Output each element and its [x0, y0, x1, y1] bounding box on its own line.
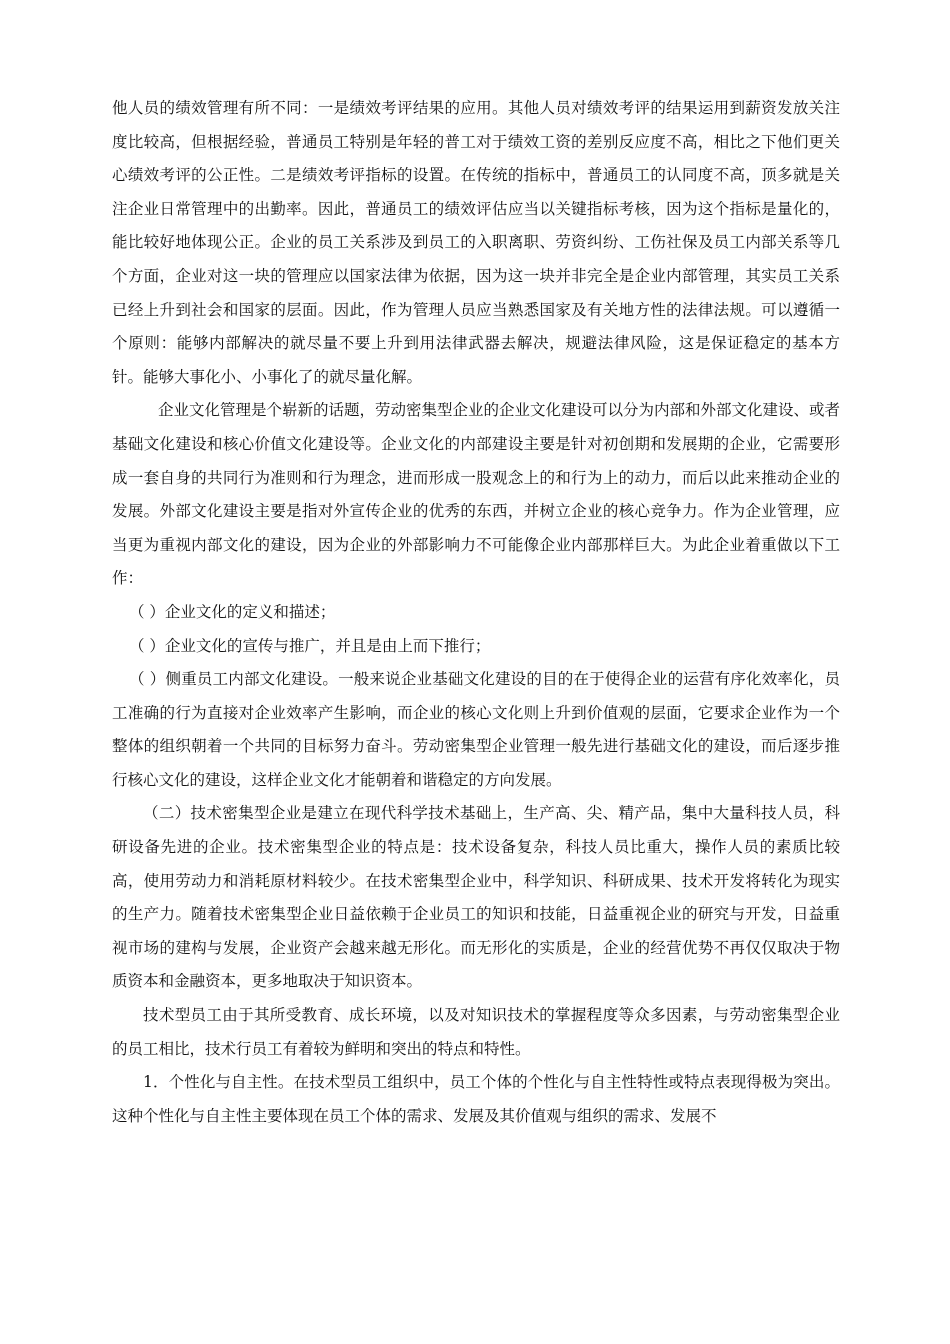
paragraph-individuality: 1．个性化与自主性。在技术型员工组织中，员工个体的个性化与自主性特性或特点表现得极为突出。这种个性化与自主性主要体现在员工个体的需求、发展及其价值观与组织的需求、发展不 [112, 1073, 840, 1125]
paragraph-technical-staff: 技术型员工由于其所受教育、成长环境，以及对知识技术的掌握程度等众多因素，与劳动密集型企业的员工相比，技术行员工有着较为鲜明和突出的特点和特性。 [112, 1006, 840, 1058]
paragraph-technology-intensive: （二）技术密集型企业是建立在现代科学技术基础上，生产高、尖、精产品，集中大量科技人员，科研设备先进的企业。技术密集型企业的特点是：技术设备复杂，科技人员比重大，操作人员的素质比较高，使用劳动力和消耗原材料较少。在技术密集型企业中，科学知识、科研成果、技术开发将转化为现实的生产力。随着技术密集型企业日益依赖于企业员工的知识和技能，日益重视企业的研究与开发，日益重视市场的建构与发展，企业资产会越来越无形化。而无形化的实质是，企业的经营优势不再仅仅取决于物质资本和金融资本，更多地取决于知识资本。 [112, 804, 840, 991]
list-item-internal-culture: （ ）侧重员工内部文化建设。一般来说企业基础文化建设的目的在于使得企业的运营有序化效率化，员工准确的行为直接对企业效率产生影响，而企业的核心文化则上升到价值观的层面，它要求企业作为一个整体的组织朝着一个共同的目标努力奋斗。劳动密集型企业管理一般先进行基础文化的建设，而后逐步推行核心文化的建设，这样企业文化才能朝着和谐稳定的方向发展。 [112, 670, 840, 789]
paragraph-culture: 企业文化管理是个崭新的话题，劳动密集型企业的企业文化建设可以分为内部和外部文化建设、或者基础文化建设和核心价值文化建设等。企业文化的内部建设主要是针对初创期和发展期的企业，它需要形成一套自身的共同行为准则和行为理念，进而形成一股观念上的和行为上的动力，而后以此来推动企业的发展。外部文化建设主要是指对外宣传企业的优秀的东西，并树立企业的核心竞争力。作为企业管理，应当更为重视内部文化的建设，因为企业的外部影响力不可能像企业内部那样巨大。为此企业着重做以下工作： [112, 401, 841, 588]
list-item-promotion: （ ）企业文化的宣传与推广，并且是由上而下推行； [129, 636, 491, 655]
paragraph-performance: 他人员的绩效管理有所不同：一是绩效考评结果的应用。其他人员对绩效考评的结果运用到薪资发放关注度比较高，但根据经验，普通员工特别是年轻的普工对于绩效工资的差别反应度不高，相比之下他们更关心绩效考评的公正性。二是绩效考评指标的设置。在传统的指标中，普通员工的认同度不高，顶多就是关注企业日常管理中的出勤率。因此，普通员工的绩效评估应当以关键指标考核，因为这个指标是量化的，能比较好地体现公正。企业的员工关系涉及到员工的入职离职、劳资纠纷、工伤社保及员工内部关系等几个方面，企业对这一块的管理应以国家法律为依据，因为这一块并非完全是企业内部管理，其实员工关系已经上升到社会和国家的层面。因此，作为管理人员应当熟悉国家及有关地方性的法律法规。可以遵循一个原则：能够内部解决的就尽量不要上升到用法律武器去解决，规避法律风险，这是保证稳定的基本方针。能够大事化小、小事化了的就尽量化解。 [112, 99, 840, 386]
document-page [112, 92, 840, 1133]
list-item-definition: （ ）企业文化的定义和描述； [129, 602, 336, 621]
